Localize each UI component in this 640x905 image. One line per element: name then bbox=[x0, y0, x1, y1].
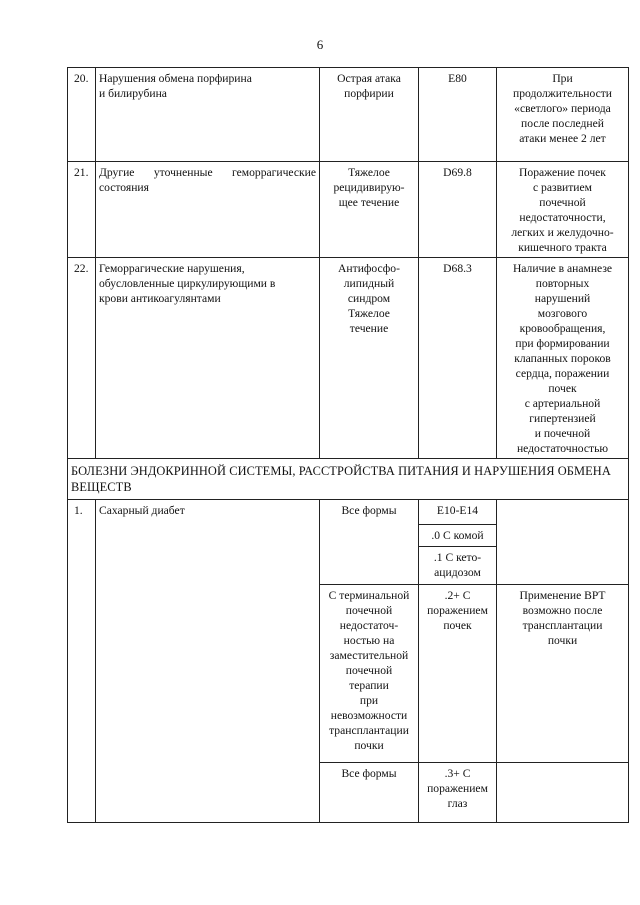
disease-name: Сахарный диабет bbox=[96, 500, 320, 823]
icd-subcode: .0 С комой bbox=[419, 525, 497, 547]
table-row bbox=[68, 68, 629, 162]
icd-code: D68.3 bbox=[419, 258, 497, 459]
icd-code: E10-E14 bbox=[419, 500, 497, 525]
disease-form: С терминальной почечной недостаточ- ностью на заместительной почечной терапии при невозможности трансплантации почки bbox=[320, 585, 419, 763]
disease-name: Нарушения обмена порфирина и билирубина bbox=[96, 68, 320, 162]
section-title: БОЛЕЗНИ ЭНДОКРИННОЙ СИСТЕМЫ, РАССТРОЙСТВА ПИТАНИЯ И НАРУШЕНИЯ ОБМЕНА ВЕЩЕСТВ bbox=[68, 459, 629, 500]
note: Поражение почек с развитием почечной недостаточности, легких и желудочно- кишечного тракта bbox=[497, 162, 629, 258]
table-row bbox=[68, 258, 629, 459]
disease-name: Геморрагические нарушения, обусловленные циркулирующими в крови антикоагулянтами bbox=[96, 258, 320, 459]
row-number: 1. bbox=[68, 500, 96, 823]
disease-form: Все формы bbox=[320, 763, 419, 823]
table-row bbox=[68, 500, 629, 525]
note-empty bbox=[497, 763, 629, 823]
disease-form: Острая атака порфирии bbox=[320, 68, 419, 162]
table-row bbox=[68, 162, 629, 258]
section-row bbox=[68, 459, 629, 500]
note-empty bbox=[497, 500, 629, 585]
icd-subcode: .3+ С поражением глаз bbox=[419, 763, 497, 823]
disease-form: Все формы bbox=[320, 500, 419, 585]
icd-code: D69.8 bbox=[419, 162, 497, 258]
icd-subcode: .1 С кето- ацидозом bbox=[419, 547, 497, 585]
row-number: 20. bbox=[68, 68, 96, 162]
icd-subcode: .2+ С поражением почек bbox=[419, 585, 497, 763]
disease-name: Другие уточненные геморрагические состояния bbox=[96, 162, 320, 258]
note: При продолжительности «светлого» периода после последней атаки менее 2 лет bbox=[497, 68, 629, 162]
icd-code: E80 bbox=[419, 68, 497, 162]
disease-form: Антифосфо- липидный синдром Тяжелое течение bbox=[320, 258, 419, 459]
disease-form: Тяжелое рецидивирую- щее течение bbox=[320, 162, 419, 258]
note: Наличие в анамнезе повторных нарушений мозгового кровообращения, при формировании клапанных пороков сердца, поражении почек с артериальной гипертензией и почечной недостаточностью bbox=[497, 258, 629, 459]
page-number: 6 bbox=[316, 37, 324, 52]
note: Применение ВРТ возможно после трансплантации почки bbox=[497, 585, 629, 763]
row-number: 21. bbox=[68, 162, 96, 258]
row-number: 22. bbox=[68, 258, 96, 459]
contraindications-table bbox=[67, 67, 629, 823]
